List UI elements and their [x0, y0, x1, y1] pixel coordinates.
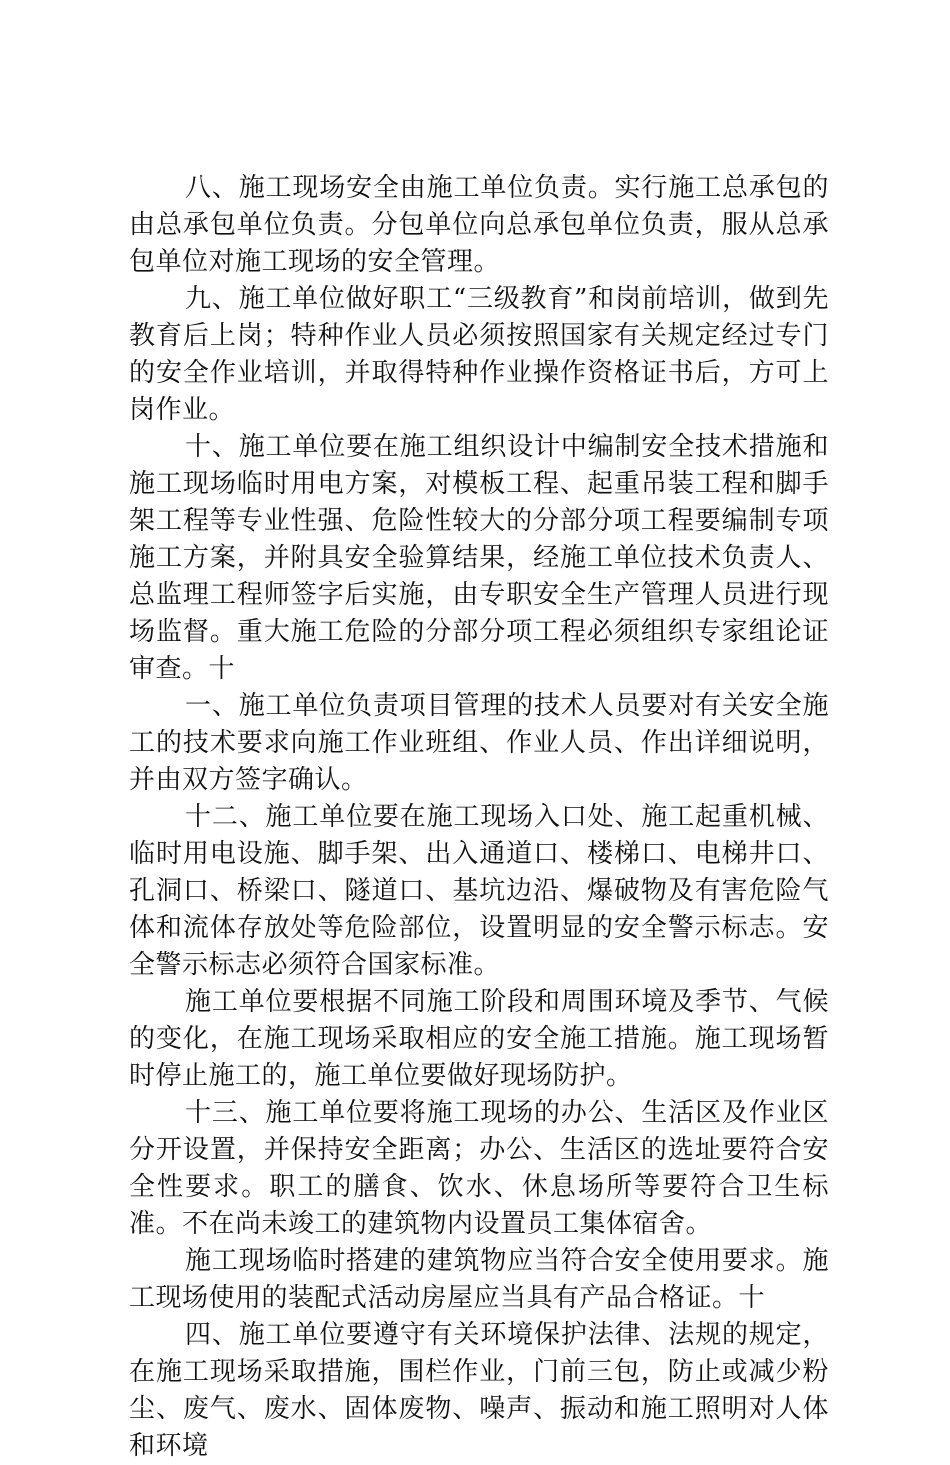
- paragraph-13-supplement: 施工现场临时搭建的建筑物应当符合安全使用要求。施工现场使用的装配式活动房屋应当具有产品合格证。十: [129, 1246, 829, 1313]
- paragraph-12: 十二、施工单位要在施工现场入口处、施工起重机械、临时用电设施、脚手架、出入通道口、楼梯口、电梯井口、孔洞口、桥梁口、隧道口、基坑边沿、爆破物及有害危险气体和流体存放处等危险部位，设置明显的安全警示标志。安全警示标志必须符合国家标准。: [129, 802, 829, 980]
- paragraph-14: 四、施工单位要遵守有关环境保护法律、法规的规定，在施工现场采取措施，围栏作业，门前三包，防止或减少粉尘、废气、废水、固体废物、噪声、振动和施工照明对人体和环境: [129, 1320, 829, 1461]
- paragraph-8: 八、施工现场安全由施工单位负责。实行施工总承包的由总承包单位负责。分包单位向总承包单位负责，服从总承包单位对施工现场的安全管理。: [129, 173, 829, 277]
- paragraph-11: 一、施工单位负责项目管理的技术人员要对有关安全施工的技术要求向施工作业班组、作业人员、作出详细说明，并由双方签字确认。: [129, 691, 829, 795]
- paragraph-10: 十、施工单位要在施工组织设计中编制安全技术措施和施工现场临时用电方案，对模板工程、起重吊装工程和脚手架工程等专业性强、危险性较大的分部分项工程要编制专项施工方案，并附具安全验算结果，经施工单位技术负责人、总监理工程师签字后实施，由专职安全生产管理人员进行现场监督。重大施工危险的分部分项工程必须组织专家组论证审查。十: [129, 432, 829, 684]
- document-body: [129, 170, 829, 1465]
- paragraph-12-supplement: 施工单位要根据不同施工阶段和周围环境及季节、气候的变化，在施工现场采取相应的安全施工措施。施工现场暂时停止施工的，施工单位要做好现场防护。: [129, 987, 829, 1091]
- paragraph-13: 十三、施工单位要将施工现场的办公、生活区及作业区分开设置，并保持安全距离；办公、生活区的选址要符合安全性要求。职工的膳食、饮水、休息场所等要符合卫生标准。不在尚未竣工的建筑物内设置员工集体宿舍。: [129, 1098, 829, 1239]
- paragraph-9: 九、施工单位做好职工“三级教育”和岗前培训，做到先教育后上岗；特种作业人员必须按照国家有关规定经过专门的安全作业培训，并取得特种作业操作资格证书后，方可上岗作业。: [129, 284, 829, 425]
